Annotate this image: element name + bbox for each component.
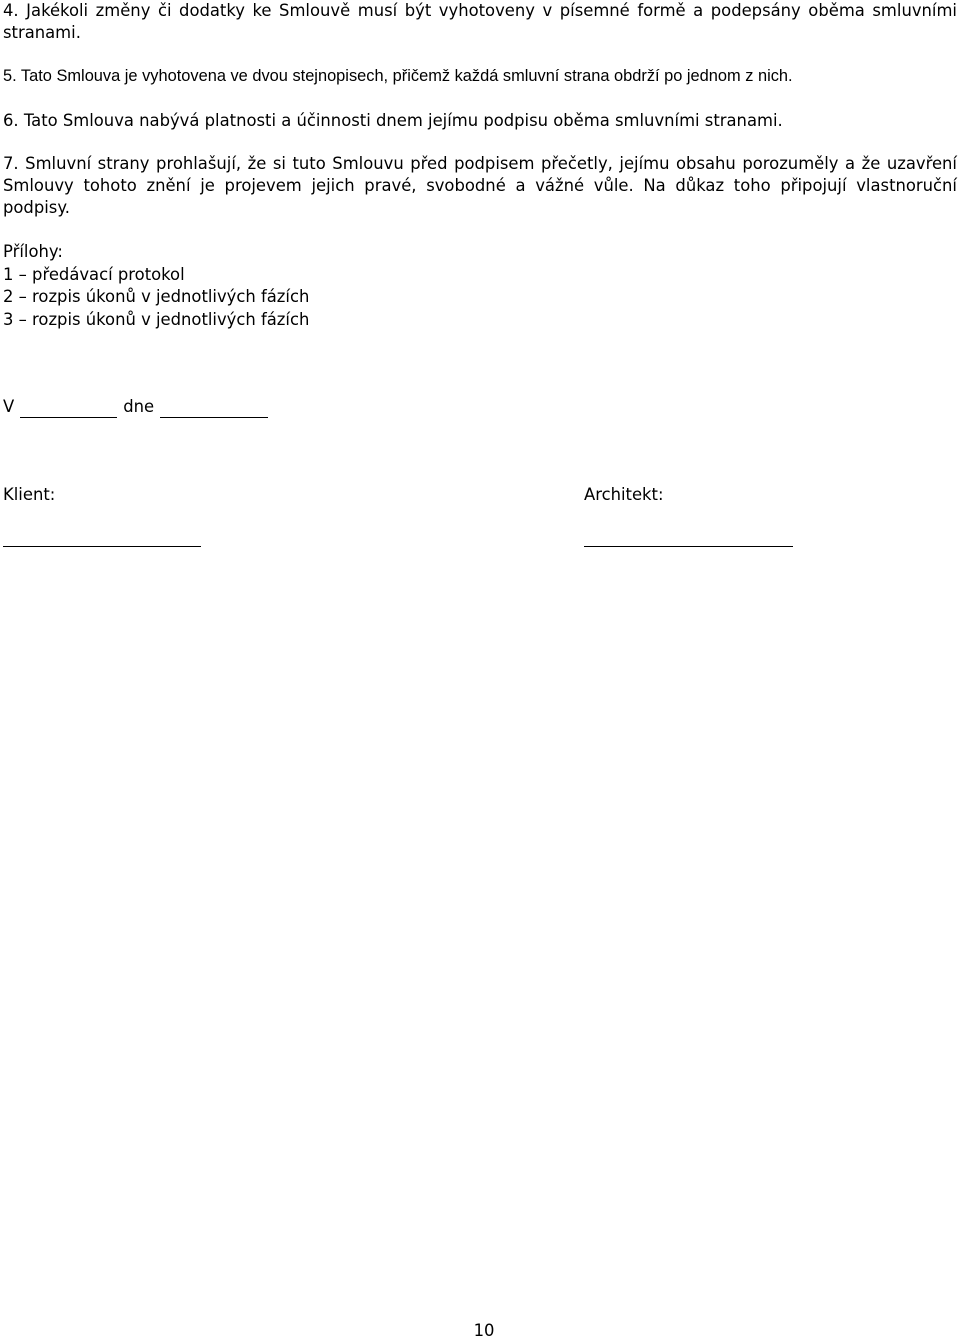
attachment-item-3: 3 – rozpis úkonů v jednotlivých fázích xyxy=(3,309,310,329)
architect-signature-line xyxy=(584,546,793,547)
attachment-item-1: 1 – předávací protokol xyxy=(3,264,185,284)
clause-6: 6. Tato Smlouva nabývá platnosti a účinnosti dnem jejímu podpisu oběma smluvními stranami. xyxy=(3,111,783,130)
attachment-item-2: 2 – rozpis úkonů v jednotlivých fázích xyxy=(3,287,310,306)
place-date-line xyxy=(3,396,957,418)
date-label: dne xyxy=(123,397,155,416)
clause-7: 7. Smluvní strany prohlašují, že si tuto Smlouvu před podpisem přečetly, jejímu obsahu porozuměly a že uzavření Smlouvy tohoto znění je projevem jejich pravé, svobodné a vážné vůle. Na důkaz toho připojují vlastnoruční podpisy. xyxy=(3,154,957,217)
client-signature-line xyxy=(3,546,201,547)
attachments-heading: Přílohy: xyxy=(3,242,63,261)
place-label: V xyxy=(3,397,15,416)
date-blank xyxy=(160,399,268,418)
architect-label: Architekt: xyxy=(584,485,664,504)
document-page xyxy=(3,0,957,1338)
clause-4: 4. Jakékoli změny či dodatky ke Smlouvě musí být vyhotoveny v písemné formě a podepsány oběma smluvními stranami. xyxy=(3,1,957,42)
attachments-section xyxy=(3,241,957,331)
client-label: Klient: xyxy=(3,485,56,504)
page-number: 10 xyxy=(473,1321,495,1340)
place-blank xyxy=(20,399,117,418)
clause-5: 5. Tato Smlouva je vyhotovena ve dvou stejnopisech, přičemž každá smluvní strana obdrží po jednom z nich. xyxy=(3,67,793,85)
